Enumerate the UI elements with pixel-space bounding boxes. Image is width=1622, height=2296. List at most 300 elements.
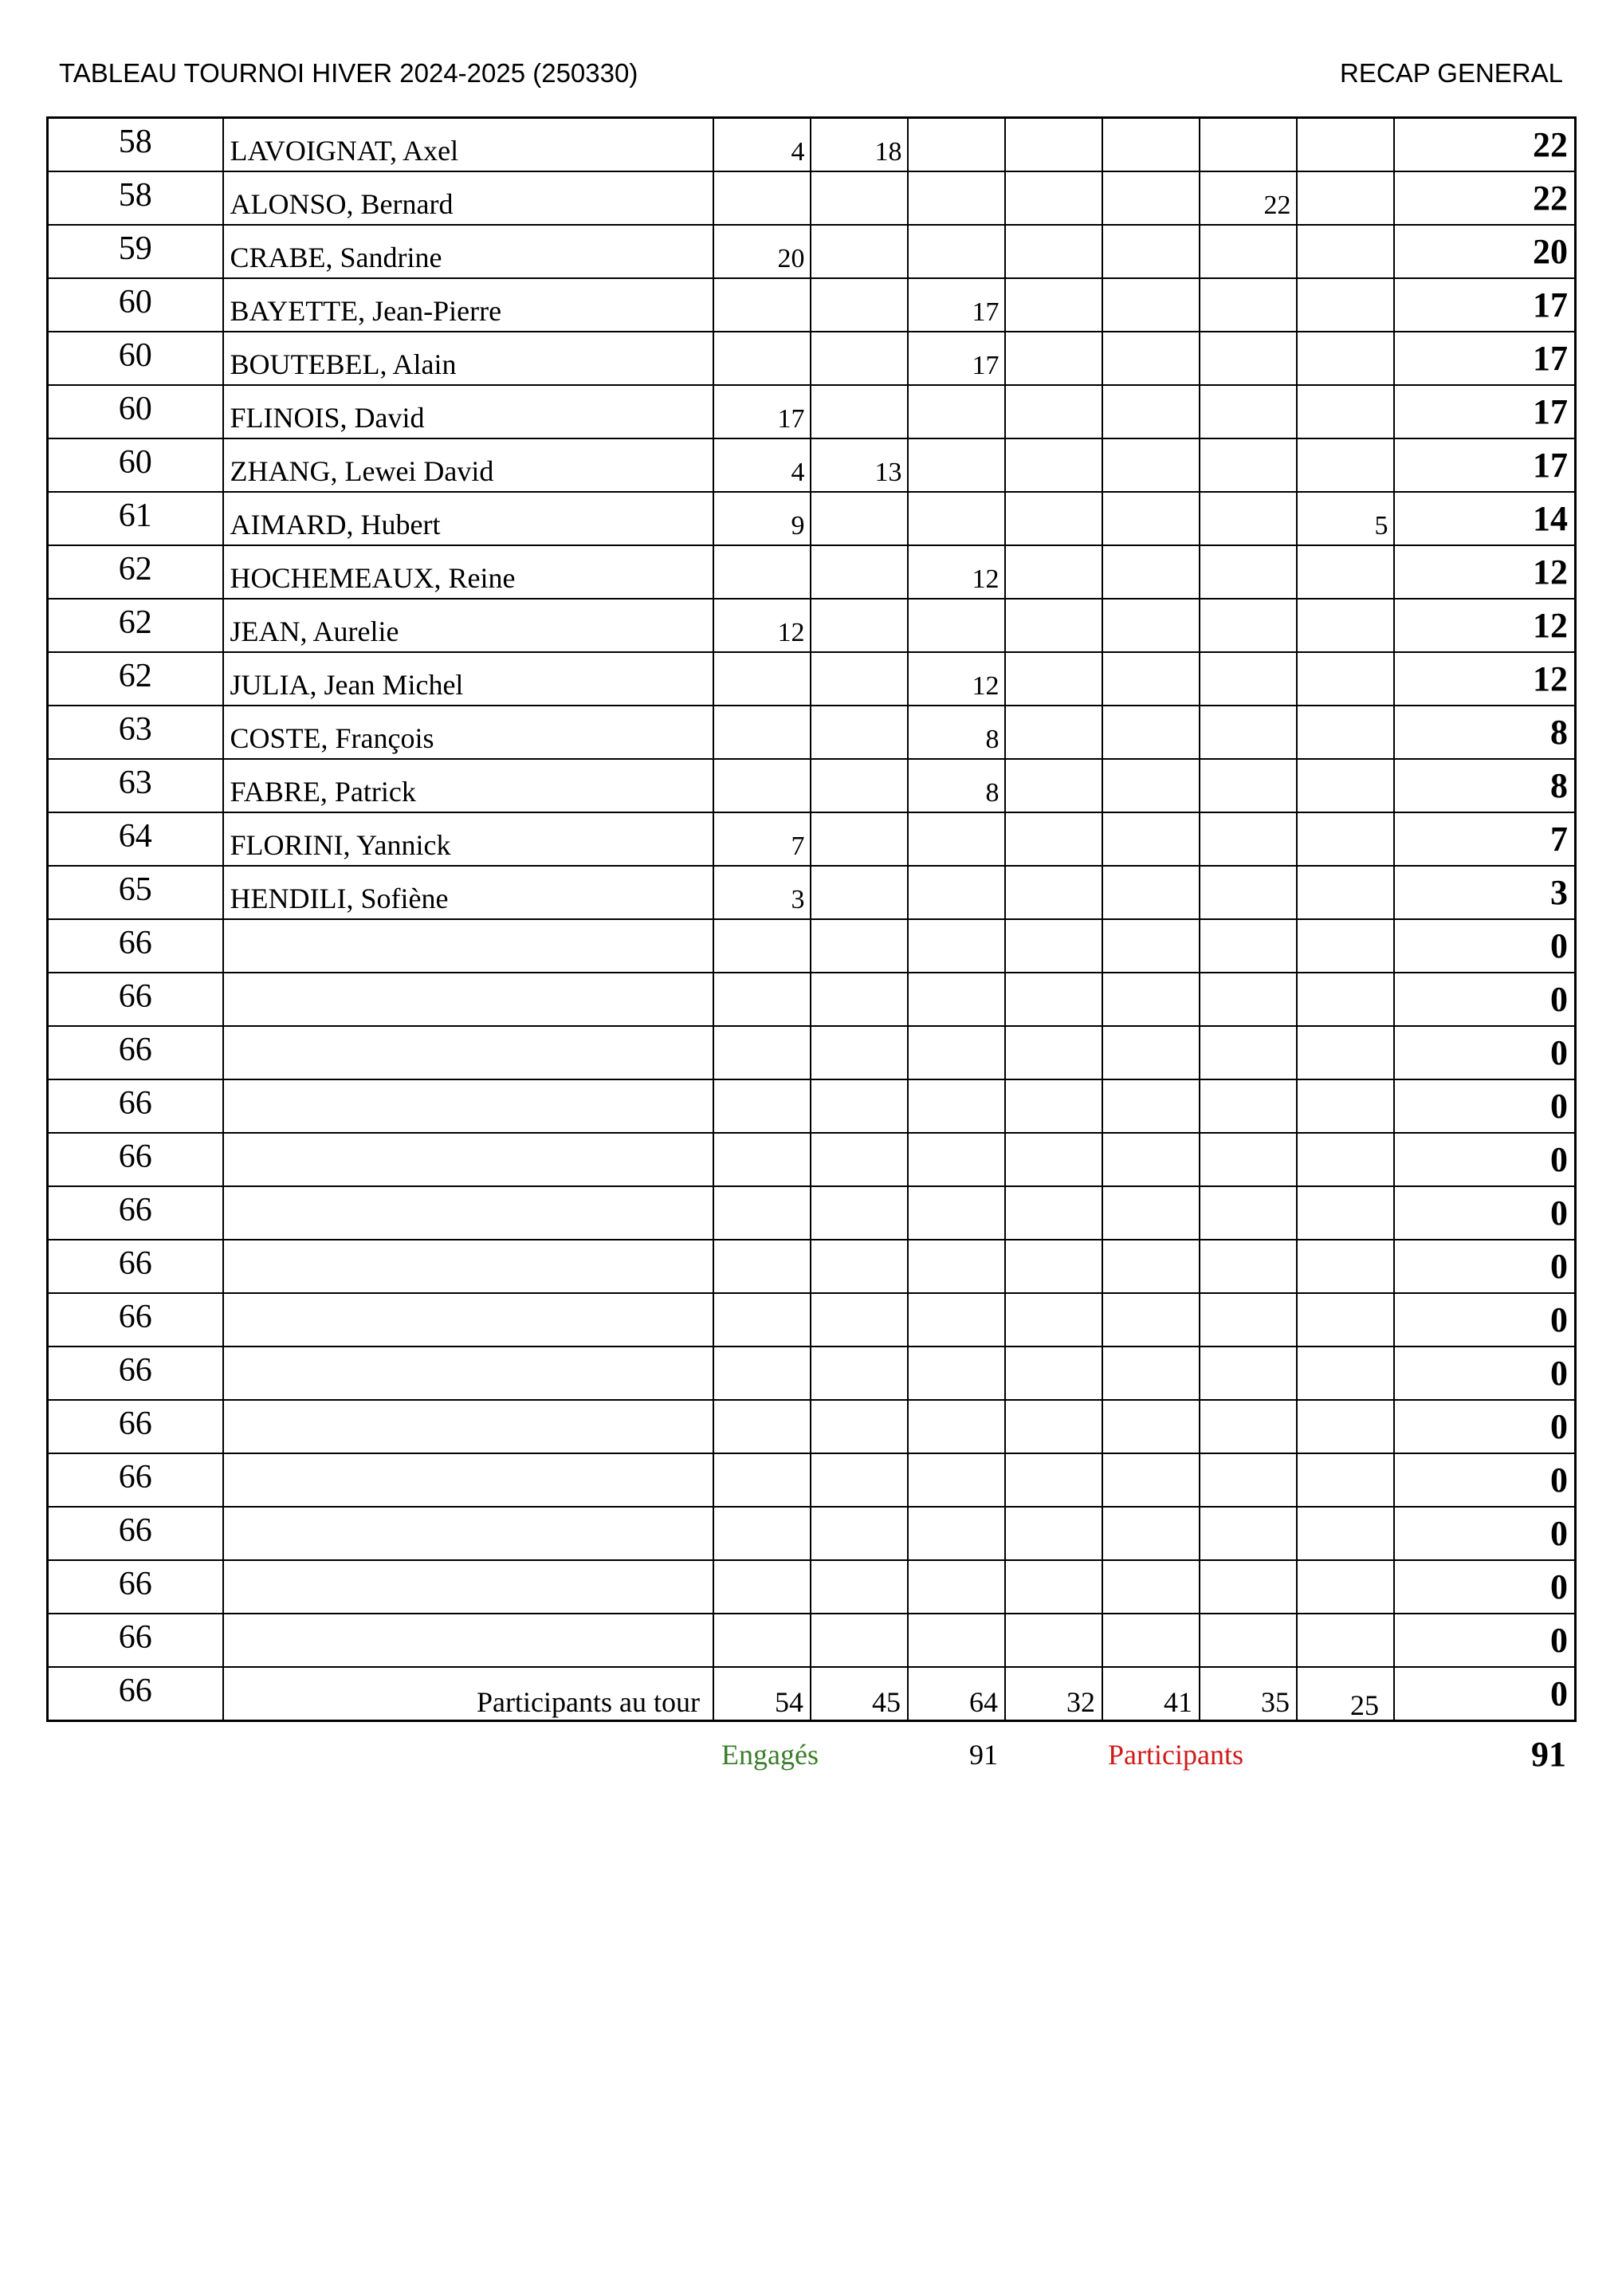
rank-cell <box>48 225 223 278</box>
participants-total: 91 <box>1531 1735 1566 1774</box>
round-6-points-cell <box>1200 759 1297 812</box>
table-row <box>48 1560 1576 1614</box>
total-points-cell: 0 <box>1394 1400 1576 1453</box>
round-6-points-cell <box>1200 1186 1297 1240</box>
player-name-cell <box>223 1560 713 1614</box>
round-4-points-cell <box>1005 1293 1102 1347</box>
round-2-points-cell <box>811 652 908 706</box>
round-6-points-cell <box>1200 919 1297 973</box>
round-5-points-cell <box>1102 278 1200 332</box>
total-points-cell: 0 <box>1394 1026 1576 1079</box>
total-points-cell: 0 <box>1394 1079 1576 1133</box>
round-3-points-cell <box>908 812 1005 866</box>
rank-value: 66 <box>118 1672 152 1709</box>
round-2-points-cell <box>811 1507 908 1560</box>
total-points-cell: 3 <box>1394 866 1576 919</box>
round-1-points-cell <box>713 759 811 812</box>
round-3-points-cell <box>908 1026 1005 1079</box>
player-name-cell: FLORINI, Yannick <box>223 812 713 866</box>
player-name-cell: COSTE, François <box>223 706 713 759</box>
table-row <box>48 1453 1576 1507</box>
round-4-points-cell <box>1005 171 1102 225</box>
round-1-points-cell <box>713 1347 811 1400</box>
round-3-points-cell <box>908 973 1005 1026</box>
section-title: RECAP GENERAL <box>1340 58 1563 88</box>
round-7-points-cell <box>1297 1240 1394 1293</box>
rank-cell <box>48 1347 223 1400</box>
round-3-points-cell <box>908 1560 1005 1614</box>
total-points-cell: 0 <box>1394 1240 1576 1293</box>
round-6-points-cell <box>1200 1079 1297 1133</box>
round-2-points-cell <box>811 278 908 332</box>
round-4-points-cell <box>1005 599 1102 652</box>
table-row <box>48 866 1576 919</box>
round-6-points-cell <box>1200 1293 1297 1347</box>
rank-cell <box>48 1560 223 1614</box>
round-7-points-cell <box>1297 1293 1394 1347</box>
round-4-points-cell <box>1005 332 1102 385</box>
round-2-points-cell: 13 <box>811 438 908 492</box>
total-points-cell: 12 <box>1394 599 1576 652</box>
round-2-points-cell <box>811 332 908 385</box>
rank-cell <box>48 1507 223 1560</box>
round-3-points-cell <box>908 1240 1005 1293</box>
round-1-points-cell <box>713 1026 811 1079</box>
total-points-cell: 17 <box>1394 278 1576 332</box>
rank-value: 60 <box>118 336 152 374</box>
table-row <box>48 545 1576 599</box>
round-7-points-cell <box>1297 1560 1394 1614</box>
rank-cell <box>48 599 223 652</box>
round-1-points-cell: 20 <box>713 225 811 278</box>
table-row <box>48 332 1576 385</box>
round-1-points-cell <box>713 973 811 1026</box>
round-1-points-cell <box>713 1079 811 1133</box>
rank-value: 66 <box>118 1458 152 1496</box>
round-7-points-cell <box>1297 1453 1394 1507</box>
player-name-cell <box>223 919 713 973</box>
round-5-points-cell <box>1102 599 1200 652</box>
round-6-points-cell <box>1200 438 1297 492</box>
table-row <box>48 438 1576 492</box>
engages-value: 91 <box>969 1739 998 1771</box>
total-points-cell: 0 <box>1394 1186 1576 1240</box>
round-2-points-cell <box>811 812 908 866</box>
participants-label: Participants <box>1108 1739 1243 1771</box>
rank-value: 66 <box>118 1565 152 1602</box>
participants-round-6: 35 <box>1261 1686 1290 1718</box>
round-5-points-cell <box>1102 385 1200 438</box>
round-2-points-cell <box>811 171 908 225</box>
total-points-cell: 17 <box>1394 385 1576 438</box>
rank-cell <box>48 652 223 706</box>
player-name-cell <box>223 1133 713 1186</box>
round-6-points-cell <box>1200 1347 1297 1400</box>
table-row <box>48 1293 1576 1347</box>
round-7-points-cell <box>1297 1133 1394 1186</box>
round-2-points-cell <box>811 706 908 759</box>
round-4-points-cell <box>1005 545 1102 599</box>
round-2-points-cell <box>811 866 908 919</box>
rank-cell <box>48 1614 223 1667</box>
round-2-points-cell <box>811 225 908 278</box>
round-7-points-cell <box>1297 1186 1394 1240</box>
round-6-points-cell <box>1200 866 1297 919</box>
round-5-points-cell <box>1102 919 1200 973</box>
rank-value: 62 <box>118 603 152 641</box>
rank-cell <box>48 919 223 973</box>
rank-cell <box>48 545 223 599</box>
engages-label: Engagés <box>721 1739 819 1771</box>
round-4-points-cell <box>1005 759 1102 812</box>
rank-value: 66 <box>118 1084 152 1122</box>
round-6-points-cell <box>1200 545 1297 599</box>
rank-value: 62 <box>118 657 152 694</box>
round-4-points-cell <box>1005 973 1102 1026</box>
total-points-cell: 0 <box>1394 1507 1576 1560</box>
table-row <box>48 1079 1576 1133</box>
participants-round-1: 54 <box>775 1686 803 1718</box>
round-3-points-cell <box>908 866 1005 919</box>
participants-per-round-label: Participants au tour <box>477 1686 700 1718</box>
player-name-cell <box>223 1400 713 1453</box>
round-4-points-cell <box>1005 225 1102 278</box>
round-1-points-cell <box>713 171 811 225</box>
round-6-points-cell <box>1200 332 1297 385</box>
total-points-cell: 14 <box>1394 492 1576 545</box>
round-1-points-cell <box>713 706 811 759</box>
table-row <box>48 1240 1576 1293</box>
round-3-points-cell: 8 <box>908 759 1005 812</box>
round-4-points-cell <box>1005 1400 1102 1453</box>
round-5-points-cell <box>1102 812 1200 866</box>
rank-cell <box>48 812 223 866</box>
player-name-cell <box>223 1453 713 1507</box>
round-3-points-cell <box>908 171 1005 225</box>
rank-cell <box>48 278 223 332</box>
round-3-points-cell <box>908 1453 1005 1507</box>
round-2-points-cell <box>811 973 908 1026</box>
player-name-cell: HENDILI, Sofiène <box>223 866 713 919</box>
player-name-cell: HOCHEMEAUX, Reine <box>223 545 713 599</box>
rank-cell <box>48 973 223 1026</box>
round-7-points-cell <box>1297 599 1394 652</box>
round-7-points-cell <box>1297 1614 1394 1667</box>
rank-value: 66 <box>118 1191 152 1229</box>
round-5-points-cell <box>1102 492 1200 545</box>
round-5-points-cell <box>1102 1133 1200 1186</box>
rank-cell <box>48 706 223 759</box>
round-5-points-cell <box>1102 225 1200 278</box>
round-1-points-cell <box>713 1400 811 1453</box>
round-7-points-cell <box>1297 1347 1394 1400</box>
total-points-cell: 0 <box>1394 1347 1576 1400</box>
table-row <box>48 385 1576 438</box>
total-points-cell: 12 <box>1394 545 1576 599</box>
round-3-points-cell: 17 <box>908 332 1005 385</box>
round-4-points-cell <box>1005 492 1102 545</box>
rank-cell <box>48 438 223 492</box>
round-3-points-cell <box>908 919 1005 973</box>
round-7-points-cell <box>1297 1079 1394 1133</box>
rank-value: 66 <box>118 1031 152 1068</box>
round-1-points-cell <box>713 1240 811 1293</box>
round-5-points-cell <box>1102 1560 1200 1614</box>
round-3-points-cell <box>908 1133 1005 1186</box>
round-3-points-cell <box>908 1507 1005 1560</box>
rank-cell <box>48 1026 223 1079</box>
player-name-cell <box>223 1614 713 1667</box>
round-2-points-cell <box>811 385 908 438</box>
round-5-points-cell <box>1102 652 1200 706</box>
round-6-points-cell <box>1200 652 1297 706</box>
round-5-points-cell <box>1102 706 1200 759</box>
rank-value: 60 <box>118 443 152 481</box>
table-row <box>48 278 1576 332</box>
round-2-points-cell: 18 <box>811 118 908 172</box>
round-2-points-cell <box>811 1079 908 1133</box>
round-1-points-cell: 17 <box>713 385 811 438</box>
round-1-points-cell <box>713 1293 811 1347</box>
round-1-points-cell <box>713 1133 811 1186</box>
rank-value: 64 <box>118 817 152 855</box>
round-7-points-cell <box>1297 973 1394 1026</box>
rank-cell <box>48 118 223 172</box>
participants-round-5: 41 <box>1164 1686 1192 1718</box>
round-5-points-cell <box>1102 545 1200 599</box>
round-4-points-cell <box>1005 1026 1102 1079</box>
player-name-cell <box>223 1507 713 1560</box>
player-name-cell <box>223 973 713 1026</box>
rank-cell <box>48 1186 223 1240</box>
round-3-points-cell <box>908 225 1005 278</box>
rank-value: 65 <box>118 871 152 908</box>
round-3-points-cell <box>908 1079 1005 1133</box>
rank-cell <box>48 1133 223 1186</box>
rank-cell <box>48 1240 223 1293</box>
round-2-points-cell <box>811 545 908 599</box>
player-name-cell <box>223 1079 713 1133</box>
round-1-points-cell: 7 <box>713 812 811 866</box>
round-5-points-cell <box>1102 1026 1200 1079</box>
player-name-cell: CRABE, Sandrine <box>223 225 713 278</box>
rank-cell <box>48 866 223 919</box>
round-5-points-cell <box>1102 1400 1200 1453</box>
round-4-points-cell <box>1005 278 1102 332</box>
table-row <box>48 1133 1576 1186</box>
round-7-points-cell <box>1297 706 1394 759</box>
rank-value: 66 <box>118 1618 152 1656</box>
round-6-points-cell <box>1200 118 1297 172</box>
round-5-points-cell <box>1102 438 1200 492</box>
round-4-points-cell <box>1005 118 1102 172</box>
round-1-points-cell: 4 <box>713 118 811 172</box>
round-3-points-cell <box>908 1347 1005 1400</box>
table-row <box>48 1614 1576 1667</box>
participants-round-7: 25 <box>1350 1689 1379 1721</box>
round-7-points-cell <box>1297 278 1394 332</box>
round-1-points-cell: 12 <box>713 599 811 652</box>
summary-row <box>0 1735 1622 1775</box>
round-1-points-cell: 3 <box>713 866 811 919</box>
rank-value: 66 <box>118 1298 152 1335</box>
round-3-points-cell <box>908 1614 1005 1667</box>
round-1-points-cell <box>713 1614 811 1667</box>
round-5-points-cell <box>1102 171 1200 225</box>
round-2-points-cell <box>811 759 908 812</box>
table-row <box>48 118 1576 172</box>
round-3-points-cell: 12 <box>908 652 1005 706</box>
round-3-points-cell <box>908 1400 1005 1453</box>
round-6-points-cell: 22 <box>1200 171 1297 225</box>
rank-value: 66 <box>118 924 152 961</box>
round-5-points-cell <box>1102 1293 1200 1347</box>
table-row <box>48 1186 1576 1240</box>
rank-value: 61 <box>118 497 152 534</box>
round-6-points-cell <box>1200 1133 1297 1186</box>
rank-cell <box>48 385 223 438</box>
rank-cell <box>48 492 223 545</box>
rank-value: 58 <box>118 176 152 214</box>
round-7-points-cell <box>1297 545 1394 599</box>
rank-cell <box>48 1293 223 1347</box>
total-points-cell: 0 <box>1394 1667 1576 1721</box>
round-6-points-cell <box>1200 973 1297 1026</box>
round-1-points-cell: 9 <box>713 492 811 545</box>
round-3-points-cell <box>908 385 1005 438</box>
round-5-points-cell <box>1102 1507 1200 1560</box>
round-7-points-cell <box>1297 332 1394 385</box>
round-5-points-cell <box>1102 973 1200 1026</box>
player-name-cell: JULIA, Jean Michel <box>223 652 713 706</box>
round-4-points-cell <box>1005 1240 1102 1293</box>
total-points-cell: 8 <box>1394 759 1576 812</box>
round-5-points-cell <box>1102 759 1200 812</box>
round-6-points-cell <box>1200 1400 1297 1453</box>
table-row <box>48 492 1576 545</box>
table-row <box>48 919 1576 973</box>
round-2-points-cell <box>811 1347 908 1400</box>
round-6-points-cell <box>1200 599 1297 652</box>
total-points-cell: 17 <box>1394 438 1576 492</box>
rank-cell <box>48 1453 223 1507</box>
rank-value: 58 <box>118 123 152 160</box>
round-4-points-cell <box>1005 1133 1102 1186</box>
round-7-points-cell: 5 <box>1297 492 1394 545</box>
round-2-points-cell <box>811 1026 908 1079</box>
rank-value: 66 <box>118 1351 152 1389</box>
table-row <box>48 171 1576 225</box>
rank-value: 63 <box>118 710 152 748</box>
round-4-points-cell <box>1005 1079 1102 1133</box>
round-4-points-cell <box>1005 706 1102 759</box>
round-1-points-cell <box>713 545 811 599</box>
table-row <box>48 812 1576 866</box>
rank-cell <box>48 1400 223 1453</box>
round-6-points-cell <box>1200 225 1297 278</box>
round-6-points-cell <box>1200 385 1297 438</box>
rank-value: 66 <box>118 1405 152 1442</box>
round-7-points-cell <box>1297 1507 1394 1560</box>
round-1-points-cell <box>713 652 811 706</box>
round-6-points-cell <box>1200 1240 1297 1293</box>
player-name-cell: BOUTEBEL, Alain <box>223 332 713 385</box>
rank-value: 66 <box>118 1512 152 1549</box>
round-2-points-cell <box>811 1293 908 1347</box>
round-2-points-cell <box>811 492 908 545</box>
round-2-points-cell <box>811 1240 908 1293</box>
round-6-points-cell <box>1200 1560 1297 1614</box>
round-1-points-cell <box>713 1453 811 1507</box>
player-name-cell <box>223 1293 713 1347</box>
round-6-points-cell <box>1200 1453 1297 1507</box>
round-6-points-cell <box>1200 1614 1297 1667</box>
round-4-points-cell <box>1005 1614 1102 1667</box>
total-points-cell: 17 <box>1394 332 1576 385</box>
player-name-cell: BAYETTE, Jean-Pierre <box>223 278 713 332</box>
rank-cell <box>48 759 223 812</box>
participants-round-4: 32 <box>1066 1686 1095 1718</box>
round-4-points-cell <box>1005 1507 1102 1560</box>
round-2-points-cell <box>811 599 908 652</box>
round-2-points-cell <box>811 1133 908 1186</box>
total-points-cell: 22 <box>1394 171 1576 225</box>
round-3-points-cell <box>908 1186 1005 1240</box>
player-name-cell: ALONSO, Bernard <box>223 171 713 225</box>
participants-per-round-row <box>0 1682 1622 1722</box>
round-2-points-cell <box>811 1186 908 1240</box>
round-2-points-cell <box>811 1453 908 1507</box>
round-1-points-cell <box>713 919 811 973</box>
document-title: TABLEAU TOURNOI HIVER 2024-2025 (250330) <box>59 58 638 88</box>
round-7-points-cell <box>1297 385 1394 438</box>
player-name-cell <box>223 1186 713 1240</box>
total-points-cell: 0 <box>1394 1614 1576 1667</box>
round-1-points-cell <box>713 1507 811 1560</box>
round-4-points-cell <box>1005 919 1102 973</box>
round-4-points-cell <box>1005 438 1102 492</box>
rank-value: 66 <box>118 977 152 1015</box>
table-row <box>48 759 1576 812</box>
round-6-points-cell <box>1200 278 1297 332</box>
rank-cell <box>48 1079 223 1133</box>
table-row <box>48 1507 1576 1560</box>
round-6-points-cell <box>1200 1026 1297 1079</box>
round-5-points-cell <box>1102 118 1200 172</box>
round-7-points-cell <box>1297 866 1394 919</box>
table-body <box>48 118 1576 1721</box>
round-5-points-cell <box>1102 1079 1200 1133</box>
player-name-cell <box>223 1240 713 1293</box>
rank-cell <box>48 171 223 225</box>
ranking-table <box>46 116 1577 1722</box>
round-4-points-cell <box>1005 1560 1102 1614</box>
total-points-cell: 22 <box>1394 118 1576 172</box>
total-points-cell: 0 <box>1394 1560 1576 1614</box>
table-row <box>48 973 1576 1026</box>
round-3-points-cell <box>908 118 1005 172</box>
total-points-cell: 20 <box>1394 225 1576 278</box>
round-6-points-cell <box>1200 1507 1297 1560</box>
round-7-points-cell <box>1297 652 1394 706</box>
round-7-points-cell <box>1297 919 1394 973</box>
round-3-points-cell <box>908 438 1005 492</box>
total-points-cell: 0 <box>1394 1453 1576 1507</box>
round-7-points-cell <box>1297 759 1394 812</box>
total-points-cell: 0 <box>1394 1133 1576 1186</box>
player-name-cell <box>223 1026 713 1079</box>
round-1-points-cell <box>713 278 811 332</box>
